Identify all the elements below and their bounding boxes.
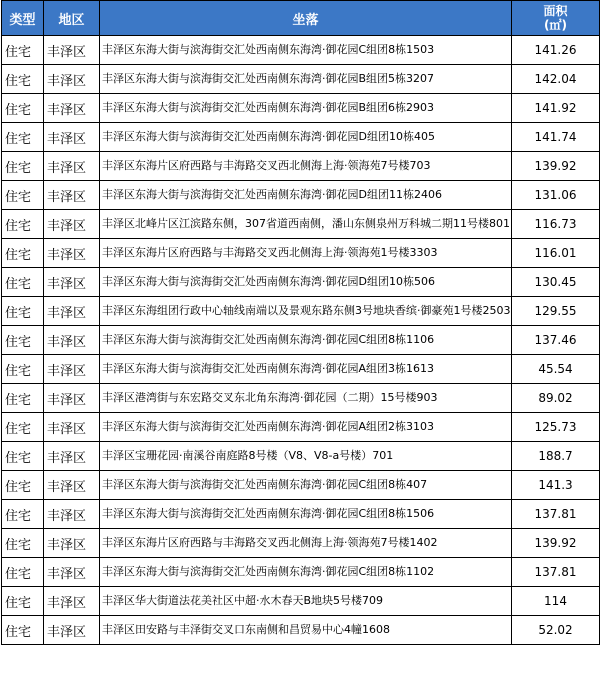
cell-type: 住宅 (2, 65, 44, 94)
cell-type: 住宅 (2, 355, 44, 384)
table-row (2, 123, 600, 152)
header-row (2, 1, 600, 36)
cell-district: 丰泽区 (44, 442, 100, 471)
cell-location: 丰泽区华大街道法花美社区中超·水木春天B地块5号楼709 (100, 587, 512, 616)
table-row (2, 355, 600, 384)
cell-type: 住宅 (2, 471, 44, 500)
cell-type: 住宅 (2, 181, 44, 210)
table-body (2, 36, 600, 645)
table-row (2, 210, 600, 239)
cell-location: 丰泽区东海组团行政中心轴线南端以及景观东路东侧3号地块香缤·御豪苑1号楼2503 (100, 297, 512, 326)
cell-type: 住宅 (2, 500, 44, 529)
cell-district: 丰泽区 (44, 558, 100, 587)
cell-district: 丰泽区 (44, 65, 100, 94)
cell-location: 丰泽区东海大街与滨海街交汇处西南侧东海湾·御花园D组团11栋2406 (100, 181, 512, 210)
cell-type: 住宅 (2, 616, 44, 645)
cell-type: 住宅 (2, 558, 44, 587)
cell-location: 丰泽区东海大街与滨海街交汇处西南侧东海湾·御花园A组团3栋1613 (100, 355, 512, 384)
cell-area: 89.02 (512, 384, 600, 413)
table-row (2, 239, 600, 268)
table-row (2, 36, 600, 65)
cell-district: 丰泽区 (44, 471, 100, 500)
cell-type: 住宅 (2, 36, 44, 65)
cell-location: 丰泽区东海片区府西路与丰海路交叉西北侧海上海·领海苑7号楼703 (100, 152, 512, 181)
cell-district: 丰泽区 (44, 355, 100, 384)
cell-type: 住宅 (2, 326, 44, 355)
cell-type: 住宅 (2, 413, 44, 442)
cell-location: 丰泽区田安路与丰泽街交叉口东南侧和昌贸易中心4幢1608 (100, 616, 512, 645)
cell-area: 125.73 (512, 413, 600, 442)
cell-district: 丰泽区 (44, 36, 100, 65)
cell-area: 45.54 (512, 355, 600, 384)
cell-district: 丰泽区 (44, 529, 100, 558)
cell-district: 丰泽区 (44, 268, 100, 297)
table-row (2, 442, 600, 471)
table-row (2, 94, 600, 123)
header-district: 地区 (44, 1, 100, 36)
cell-district: 丰泽区 (44, 94, 100, 123)
cell-location: 丰泽区东海大街与滨海街交汇处西南侧东海湾·御花园D组团10栋405 (100, 123, 512, 152)
table-row (2, 181, 600, 210)
table-row (2, 529, 600, 558)
table-row (2, 616, 600, 645)
cell-district: 丰泽区 (44, 616, 100, 645)
table-row (2, 65, 600, 94)
header-location: 坐落 (100, 1, 512, 36)
cell-district: 丰泽区 (44, 297, 100, 326)
cell-area: 130.45 (512, 268, 600, 297)
cell-area: 141.92 (512, 94, 600, 123)
cell-area: 131.06 (512, 181, 600, 210)
cell-area: 141.74 (512, 123, 600, 152)
cell-type: 住宅 (2, 442, 44, 471)
cell-type: 住宅 (2, 210, 44, 239)
cell-location: 丰泽区东海大街与滨海街交汇处西南侧东海湾·御花园B组团5栋3207 (100, 65, 512, 94)
header-area-label: 面积 (543, 4, 568, 18)
cell-district: 丰泽区 (44, 413, 100, 442)
cell-district: 丰泽区 (44, 239, 100, 268)
cell-district: 丰泽区 (44, 210, 100, 239)
cell-type: 住宅 (2, 384, 44, 413)
header-area-unit: (㎡) (544, 18, 567, 32)
table-row (2, 326, 600, 355)
table-row (2, 587, 600, 616)
cell-district: 丰泽区 (44, 152, 100, 181)
cell-area: 137.46 (512, 326, 600, 355)
cell-district: 丰泽区 (44, 123, 100, 152)
cell-type: 住宅 (2, 529, 44, 558)
cell-location: 丰泽区东海大街与滨海街交汇处西南侧东海湾·御花园C组团8栋1506 (100, 500, 512, 529)
cell-type: 住宅 (2, 239, 44, 268)
cell-district: 丰泽区 (44, 500, 100, 529)
cell-location: 丰泽区东海片区府西路与丰海路交叉西北侧海上海·领海苑1号楼3303 (100, 239, 512, 268)
cell-district: 丰泽区 (44, 326, 100, 355)
cell-area: 114 (512, 587, 600, 616)
cell-district: 丰泽区 (44, 384, 100, 413)
cell-area: 139.92 (512, 152, 600, 181)
table-row (2, 268, 600, 297)
cell-area: 141.26 (512, 36, 600, 65)
cell-type: 住宅 (2, 152, 44, 181)
table-row (2, 471, 600, 500)
cell-location: 丰泽区东海大街与滨海街交汇处西南侧东海湾·御花园A组团2栋3103 (100, 413, 512, 442)
cell-location: 丰泽区北峰片区江滨路东侧，307省道西南侧，潘山东侧泉州万科城二期11号楼801 (100, 210, 512, 239)
cell-type: 住宅 (2, 297, 44, 326)
cell-location: 丰泽区东海大街与滨海街交汇处西南侧东海湾·御花园B组团6栋2903 (100, 94, 512, 123)
table-row (2, 297, 600, 326)
cell-type: 住宅 (2, 587, 44, 616)
cell-type: 住宅 (2, 123, 44, 152)
cell-area: 137.81 (512, 558, 600, 587)
cell-location: 丰泽区东海大街与滨海街交汇处西南侧东海湾·御花园C组团8栋407 (100, 471, 512, 500)
cell-type: 住宅 (2, 268, 44, 297)
table-row (2, 413, 600, 442)
cell-location: 丰泽区宝珊花园·南溪谷南庭路8号楼（V8、V8-a号楼）701 (100, 442, 512, 471)
cell-location: 丰泽区东海大街与滨海街交汇处西南侧东海湾·御花园C组团8栋1503 (100, 36, 512, 65)
table-row (2, 500, 600, 529)
table-row (2, 152, 600, 181)
cell-area: 141.3 (512, 471, 600, 500)
cell-location: 丰泽区东海大街与滨海街交汇处西南侧东海湾·御花园D组团10栋506 (100, 268, 512, 297)
cell-location: 丰泽区东海片区府西路与丰海路交叉西北侧海上海·领海苑7号楼1402 (100, 529, 512, 558)
cell-area: 116.73 (512, 210, 600, 239)
header-type: 类型 (2, 1, 44, 36)
cell-location: 丰泽区东海大街与滨海街交汇处西南侧东海湾·御花园C组团8栋1102 (100, 558, 512, 587)
cell-type: 住宅 (2, 94, 44, 123)
table-row (2, 558, 600, 587)
cell-area: 52.02 (512, 616, 600, 645)
cell-district: 丰泽区 (44, 587, 100, 616)
property-table (1, 0, 600, 645)
cell-district: 丰泽区 (44, 181, 100, 210)
cell-area: 137.81 (512, 500, 600, 529)
cell-area: 188.7 (512, 442, 600, 471)
cell-area: 129.55 (512, 297, 600, 326)
table-row (2, 384, 600, 413)
header-area (512, 1, 600, 36)
cell-area: 116.01 (512, 239, 600, 268)
cell-location: 丰泽区港湾街与东宏路交叉东北角东海湾·御花园（二期）15号楼903 (100, 384, 512, 413)
cell-area: 139.92 (512, 529, 600, 558)
cell-location: 丰泽区东海大街与滨海街交汇处西南侧东海湾·御花园C组团8栋1106 (100, 326, 512, 355)
cell-area: 142.04 (512, 65, 600, 94)
